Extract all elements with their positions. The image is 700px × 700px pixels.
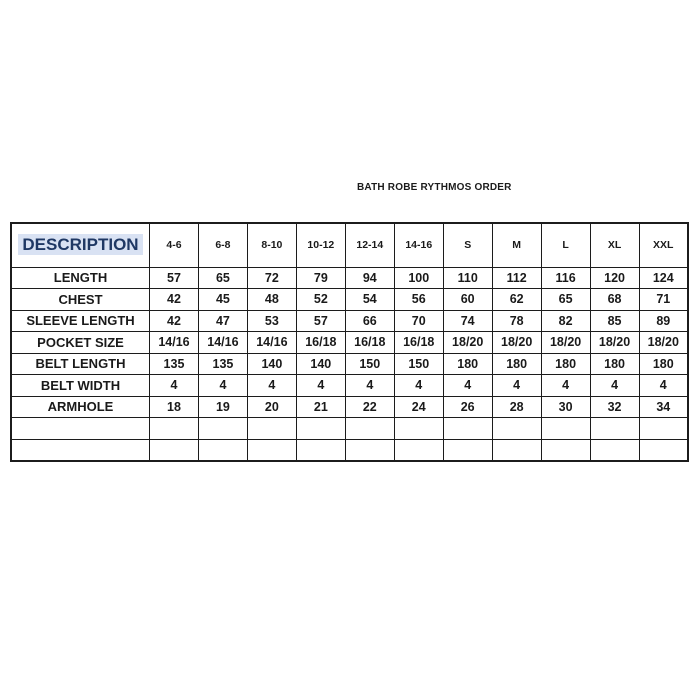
value-cell: 48 <box>247 289 296 311</box>
value-cell: 16/18 <box>296 332 345 354</box>
value-cell: 72 <box>247 267 296 289</box>
size-column-header: M <box>492 223 541 267</box>
value-cell: 85 <box>590 310 639 332</box>
value-cell: 4 <box>198 375 247 397</box>
value-cell: 16/18 <box>394 332 443 354</box>
value-cell: 71 <box>639 289 688 311</box>
value-cell <box>541 418 590 440</box>
value-cell: 180 <box>492 353 541 375</box>
table-row <box>11 396 688 418</box>
table-header-row <box>11 223 688 267</box>
value-cell: 53 <box>247 310 296 332</box>
description-header-label: DESCRIPTION <box>18 234 142 255</box>
table-row <box>11 289 688 311</box>
value-cell: 47 <box>198 310 247 332</box>
value-cell: 16/18 <box>345 332 394 354</box>
value-cell <box>247 418 296 440</box>
value-cell <box>394 439 443 461</box>
description-header <box>11 223 150 267</box>
value-cell <box>639 439 688 461</box>
table-row <box>11 439 688 461</box>
value-cell <box>296 418 345 440</box>
value-cell <box>150 439 199 461</box>
value-cell: 60 <box>443 289 492 311</box>
size-column-header: L <box>541 223 590 267</box>
value-cell: 4 <box>492 375 541 397</box>
value-cell <box>345 418 394 440</box>
table-head <box>11 223 688 267</box>
row-label: POCKET SIZE <box>11 332 150 354</box>
row-label <box>11 418 150 440</box>
value-cell: 4 <box>590 375 639 397</box>
row-label: ARMHOLE <box>11 396 150 418</box>
value-cell <box>443 439 492 461</box>
value-cell: 112 <box>492 267 541 289</box>
size-column-header: 10-12 <box>296 223 345 267</box>
value-cell: 20 <box>247 396 296 418</box>
value-cell: 18/20 <box>639 332 688 354</box>
value-cell <box>247 439 296 461</box>
value-cell <box>296 439 345 461</box>
value-cell: 4 <box>296 375 345 397</box>
value-cell: 78 <box>492 310 541 332</box>
value-cell <box>345 439 394 461</box>
row-label: BELT WIDTH <box>11 375 150 397</box>
value-cell: 4 <box>394 375 443 397</box>
value-cell: 18 <box>150 396 199 418</box>
value-cell <box>443 418 492 440</box>
value-cell: 14/16 <box>198 332 247 354</box>
table-row <box>11 267 688 289</box>
value-cell: 65 <box>198 267 247 289</box>
value-cell: 56 <box>394 289 443 311</box>
value-cell: 4 <box>345 375 394 397</box>
value-cell: 74 <box>443 310 492 332</box>
row-label: CHEST <box>11 289 150 311</box>
value-cell: 180 <box>639 353 688 375</box>
value-cell: 18/20 <box>541 332 590 354</box>
value-cell: 14/16 <box>247 332 296 354</box>
value-cell: 135 <box>198 353 247 375</box>
value-cell: 4 <box>541 375 590 397</box>
value-cell: 54 <box>345 289 394 311</box>
value-cell: 62 <box>492 289 541 311</box>
table-row <box>11 332 688 354</box>
size-column-header: S <box>443 223 492 267</box>
value-cell <box>150 418 199 440</box>
value-cell: 65 <box>541 289 590 311</box>
size-column-header: 4-6 <box>150 223 199 267</box>
value-cell: 22 <box>345 396 394 418</box>
size-column-header: 12-14 <box>345 223 394 267</box>
table-row <box>11 353 688 375</box>
value-cell: 42 <box>150 310 199 332</box>
value-cell: 28 <box>492 396 541 418</box>
value-cell: 180 <box>590 353 639 375</box>
value-cell: 21 <box>296 396 345 418</box>
size-column-header: XXL <box>639 223 688 267</box>
value-cell: 34 <box>639 396 688 418</box>
value-cell <box>492 418 541 440</box>
value-cell: 140 <box>296 353 345 375</box>
value-cell: 19 <box>198 396 247 418</box>
value-cell: 4 <box>639 375 688 397</box>
value-cell: 150 <box>394 353 443 375</box>
value-cell: 66 <box>345 310 394 332</box>
value-cell: 116 <box>541 267 590 289</box>
value-cell: 68 <box>590 289 639 311</box>
size-column-header: 14-16 <box>394 223 443 267</box>
value-cell: 57 <box>150 267 199 289</box>
value-cell: 18/20 <box>590 332 639 354</box>
row-label: BELT LENGTH <box>11 353 150 375</box>
value-cell: 100 <box>394 267 443 289</box>
value-cell <box>590 439 639 461</box>
size-column-header: 6-8 <box>198 223 247 267</box>
value-cell: 135 <box>150 353 199 375</box>
value-cell <box>492 439 541 461</box>
size-column-header: XL <box>590 223 639 267</box>
document-title: BATH ROBE RYTHMOS ORDER <box>357 182 512 193</box>
value-cell: 57 <box>296 310 345 332</box>
table-row <box>11 310 688 332</box>
value-cell: 45 <box>198 289 247 311</box>
value-cell: 82 <box>541 310 590 332</box>
value-cell: 14/16 <box>150 332 199 354</box>
value-cell <box>198 418 247 440</box>
value-cell: 124 <box>639 267 688 289</box>
size-column-header: 8-10 <box>247 223 296 267</box>
size-chart-table <box>10 222 689 462</box>
value-cell: 26 <box>443 396 492 418</box>
value-cell: 89 <box>639 310 688 332</box>
value-cell: 32 <box>590 396 639 418</box>
row-label <box>11 439 150 461</box>
value-cell: 110 <box>443 267 492 289</box>
value-cell: 4 <box>443 375 492 397</box>
value-cell: 24 <box>394 396 443 418</box>
value-cell: 70 <box>394 310 443 332</box>
value-cell <box>590 418 639 440</box>
value-cell: 4 <box>150 375 199 397</box>
table-body <box>11 267 688 461</box>
value-cell <box>541 439 590 461</box>
value-cell: 79 <box>296 267 345 289</box>
value-cell: 120 <box>590 267 639 289</box>
value-cell: 140 <box>247 353 296 375</box>
row-label: LENGTH <box>11 267 150 289</box>
value-cell <box>198 439 247 461</box>
value-cell: 18/20 <box>443 332 492 354</box>
value-cell <box>394 418 443 440</box>
table-row <box>11 375 688 397</box>
table-row <box>11 418 688 440</box>
value-cell: 52 <box>296 289 345 311</box>
value-cell: 180 <box>443 353 492 375</box>
value-cell: 42 <box>150 289 199 311</box>
value-cell: 150 <box>345 353 394 375</box>
value-cell <box>639 418 688 440</box>
row-label: SLEEVE LENGTH <box>11 310 150 332</box>
value-cell: 18/20 <box>492 332 541 354</box>
value-cell: 180 <box>541 353 590 375</box>
value-cell: 94 <box>345 267 394 289</box>
value-cell: 4 <box>247 375 296 397</box>
value-cell: 30 <box>541 396 590 418</box>
